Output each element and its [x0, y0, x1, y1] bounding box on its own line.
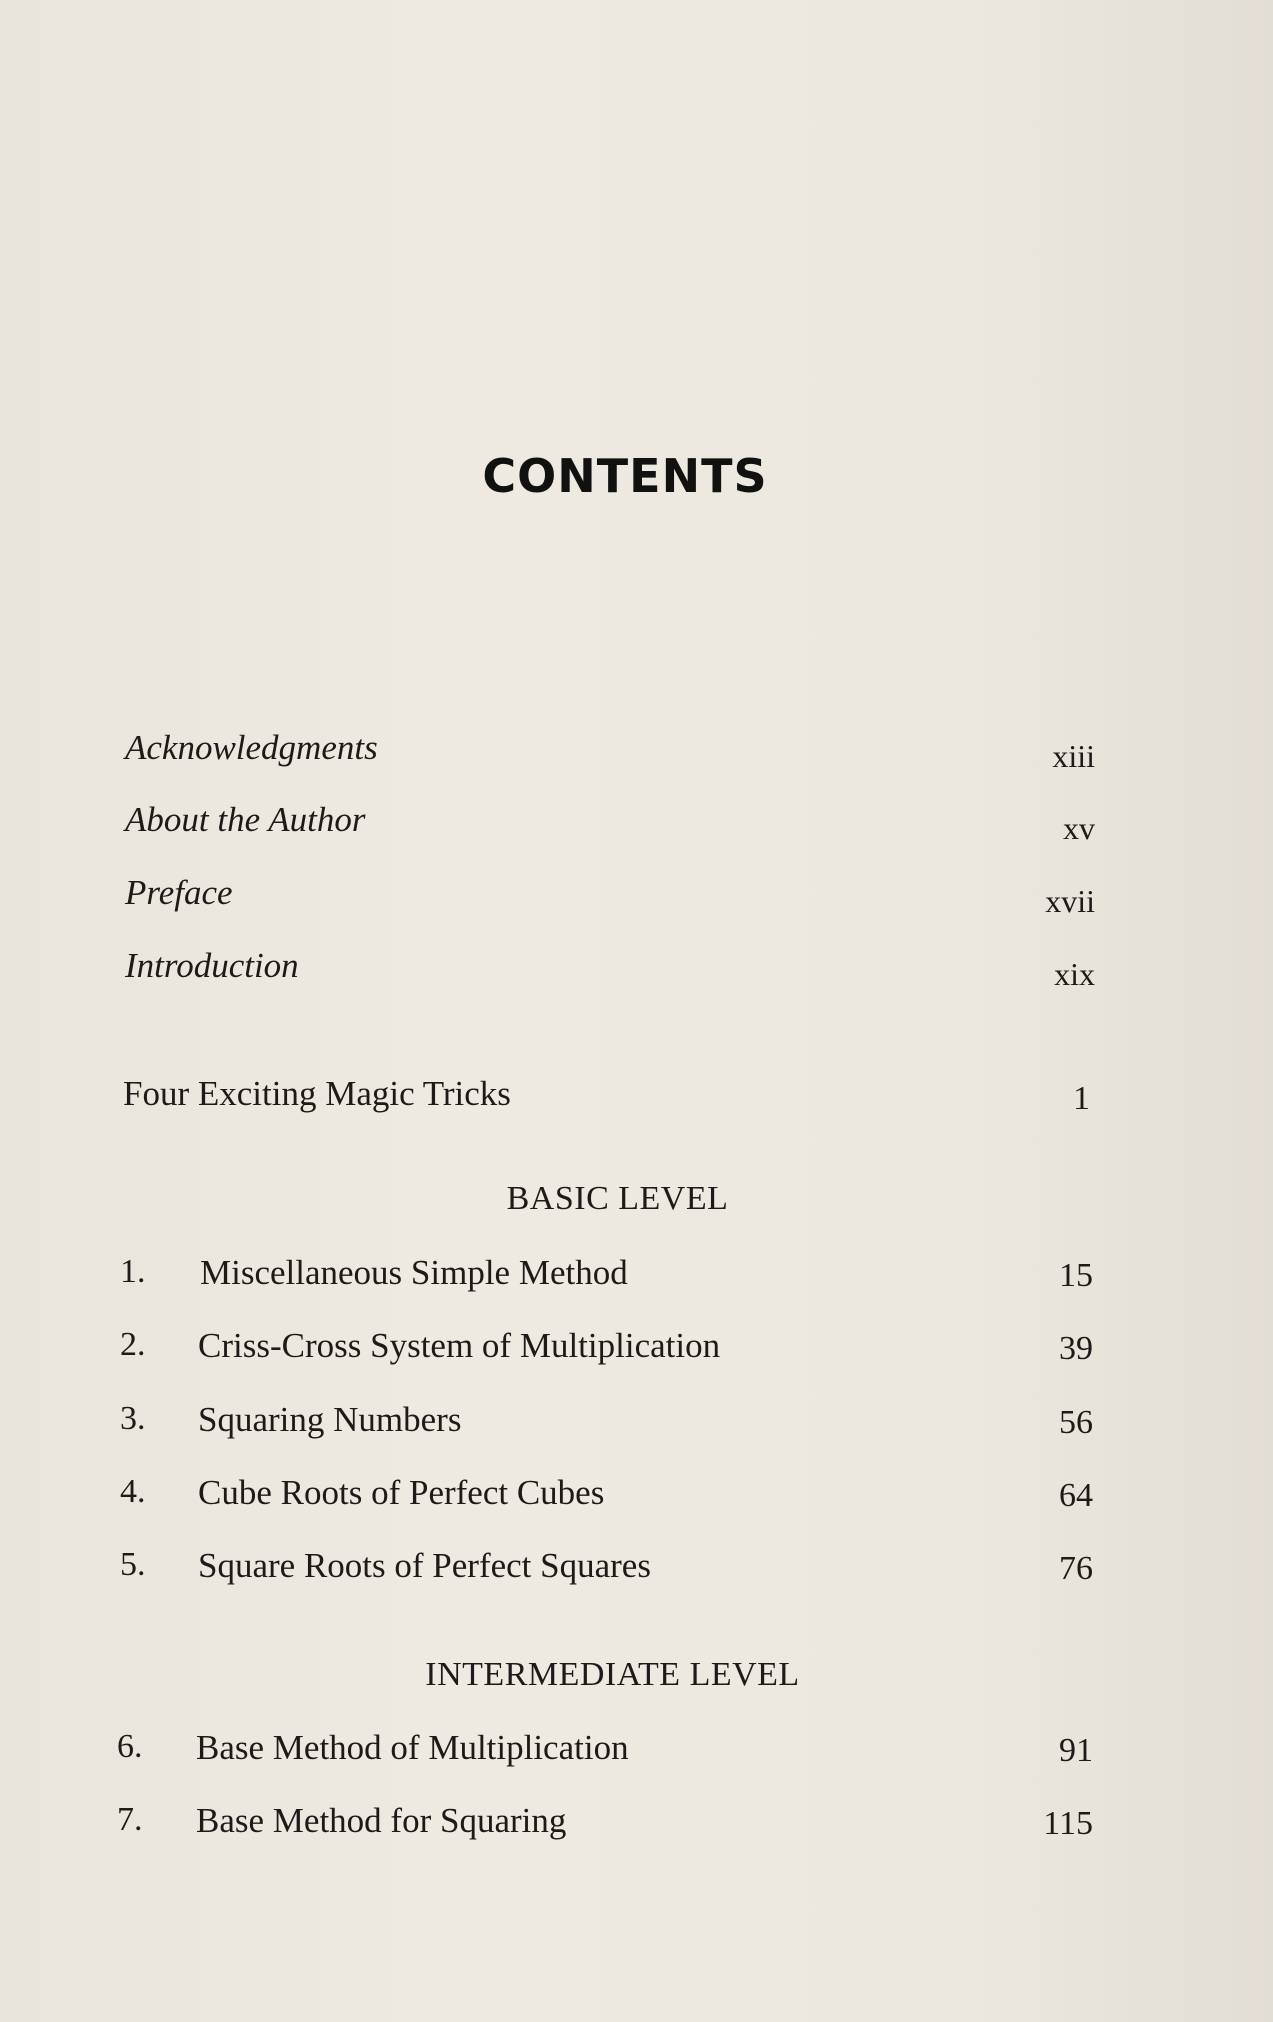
chapter-page: 91 — [1059, 1732, 1093, 1769]
chapter-title: Base Method for Squaring — [196, 1801, 567, 1840]
toc-entry-page: xvii — [1045, 883, 1095, 919]
toc-entry-page: 1 — [1073, 1080, 1090, 1117]
chapter-page: 64 — [1059, 1477, 1093, 1514]
chapter-title: Criss-Cross System of Multiplication — [198, 1326, 721, 1365]
chapter-title: Cube Roots of Perfect Cubes — [198, 1473, 605, 1512]
chapter-title: Base Method of Multiplication — [196, 1728, 629, 1767]
chapter-title: Miscellaneous Simple Method — [200, 1253, 628, 1292]
toc-chapter-5[interactable] — [0, 1546, 1273, 1596]
chapter-number: 2. — [120, 1326, 146, 1363]
toc-entry-magic-tricks[interactable] — [0, 1074, 1273, 1124]
chapter-number: 4. — [120, 1473, 146, 1510]
chapter-number: 3. — [120, 1400, 146, 1437]
chapter-page: 15 — [1059, 1257, 1093, 1294]
toc-entry-label: About the Author — [125, 800, 366, 839]
chapter-title: Square Roots of Perfect Squares — [198, 1546, 651, 1585]
chapter-page: 39 — [1059, 1330, 1093, 1367]
chapter-page: 76 — [1059, 1550, 1093, 1587]
chapter-page: 115 — [1043, 1805, 1093, 1842]
section-heading-basic: BASIC LEVEL — [506, 1180, 729, 1217]
toc-chapter-4[interactable] — [0, 1473, 1273, 1523]
toc-entry-acknowledgments[interactable] — [0, 728, 1273, 778]
toc-chapter-7[interactable] — [0, 1801, 1273, 1851]
toc-entry-label: Introduction — [125, 946, 299, 985]
chapter-number: 5. — [120, 1546, 146, 1583]
toc-entry-label: Four Exciting Magic Tricks — [123, 1074, 511, 1113]
toc-entry-about-the-author[interactable] — [0, 800, 1273, 850]
toc-chapter-6[interactable] — [0, 1728, 1273, 1778]
toc-chapter-1[interactable] — [0, 1253, 1273, 1303]
chapter-title: Squaring Numbers — [198, 1400, 462, 1439]
toc-entry-label: Acknowledgments — [125, 728, 378, 767]
chapter-number: 7. — [117, 1801, 143, 1838]
chapter-number: 1. — [120, 1253, 146, 1290]
chapter-number: 6. — [117, 1728, 143, 1765]
toc-chapter-3[interactable] — [0, 1400, 1273, 1450]
toc-entry-introduction[interactable] — [0, 946, 1273, 996]
toc-entry-page: xiii — [1052, 738, 1095, 774]
section-heading-intermediate: INTERMEDIATE LEVEL — [425, 1656, 800, 1693]
toc-entry-preface[interactable] — [0, 873, 1273, 923]
toc-entry-page: xix — [1054, 956, 1095, 992]
page-title: CONTENTS — [482, 448, 768, 503]
toc-chapter-2[interactable] — [0, 1326, 1273, 1376]
toc-entry-label: Preface — [125, 873, 233, 912]
toc-entry-page: xv — [1063, 810, 1095, 846]
chapter-page: 56 — [1059, 1404, 1093, 1441]
